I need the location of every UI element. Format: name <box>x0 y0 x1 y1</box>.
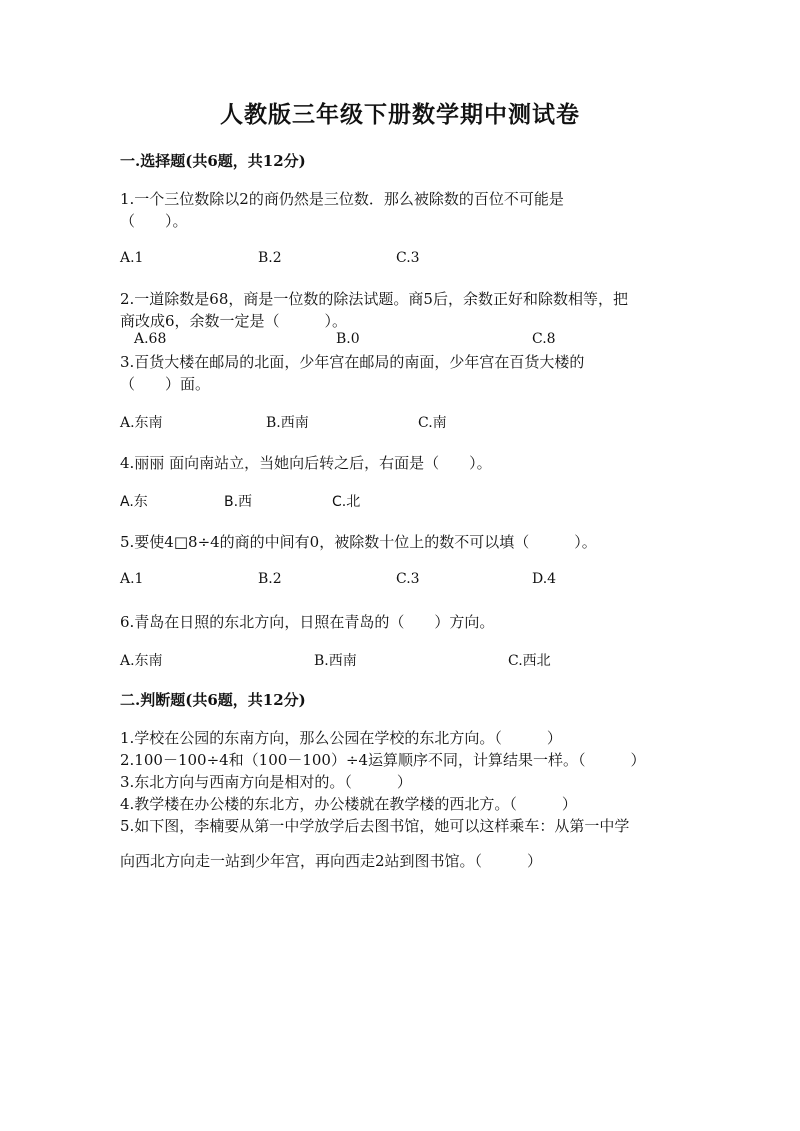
question-5-option-d: D.4 <box>532 571 557 587</box>
question-2-line-2: 商改成6，余数一定是（ ）。 <box>120 312 348 330</box>
judgment-2: 2.100－100÷4和（100－100）÷4运算顺序不同，计算结果一样。（ ） <box>120 751 646 769</box>
section-heading-judgment: 二.判断题(共6题，共12分) <box>120 691 306 709</box>
question-1-option-b: B.2 <box>258 250 282 266</box>
question-5-option-b: B.2 <box>258 571 282 587</box>
question-6-line-1: 6.青岛在日照的东北方向，日照在青岛的（ ）方向。 <box>120 613 495 631</box>
judgment-3: 3.东北方向与西南方向是相对的。（ ） <box>120 773 412 791</box>
question-3-option-c: C.南 <box>418 415 447 431</box>
question-5-line-1: 5.要使4□8÷4的商的中间有0，被除数十位上的数不可以填（ ）。 <box>120 533 597 551</box>
question-2-option-b: B.0 <box>336 331 360 347</box>
question-1-option-a: A.1 <box>120 250 144 266</box>
question-1-line-1: 1.一个三位数除以2的商仍然是三位数．那么被除数的百位不可能是 <box>120 190 564 208</box>
judgment-4: 4.教学楼在办公楼的东北方，办公楼就在教学楼的西北方。（ ） <box>120 795 577 813</box>
question-4-option-a: A.东 <box>120 494 148 510</box>
question-4-option-c: C.北 <box>332 494 361 510</box>
question-3-option-a: A.东南 <box>120 415 163 431</box>
question-5-option-a: A.1 <box>120 571 144 587</box>
judgment-1: 1.学校在公园的东南方向，那么公园在学校的东北方向。（ ） <box>120 729 562 747</box>
question-2-line-1: 2.一道除数是68，商是一位数的除法试题。商5后，余数正好和除数相等，把 <box>120 290 628 308</box>
question-3-line-1: 3.百货大楼在邮局的北面，少年宫在邮局的南面，少年宫在百货大楼的 <box>120 353 585 371</box>
question-6-option-b: B.西南 <box>314 653 357 669</box>
judgment-5-line-2: 向西北方向走一站到少年宫，再向西走2站到图书馆。（ ） <box>120 852 543 870</box>
section-heading-choice: 一.选择题(共6题，共12分) <box>120 152 306 170</box>
question-2-option-a: A.68 <box>134 331 167 347</box>
question-1-option-c: C.3 <box>396 250 420 266</box>
question-6-option-c: C.西北 <box>508 653 551 669</box>
question-4-line-1: 4.丽丽 面向南站立，当她向后转之后，右面是（ ）。 <box>120 454 492 472</box>
question-6-option-a: A.东南 <box>120 653 163 669</box>
judgment-5-line-1: 5.如下图，李楠要从第一中学放学后去图书馆，她可以这样乘车：从第一中学 <box>120 817 630 835</box>
question-4-option-b: B.西 <box>224 494 253 510</box>
question-2-option-c: C.8 <box>532 331 556 347</box>
question-5-option-c: C.3 <box>396 571 420 587</box>
question-3-option-b: B.西南 <box>266 415 309 431</box>
question-1-line-2: （ ）。 <box>120 212 188 230</box>
question-3-line-2: （ ）面。 <box>120 375 211 393</box>
page-title: 人教版三年级下册数学期中测试卷 <box>220 101 580 128</box>
